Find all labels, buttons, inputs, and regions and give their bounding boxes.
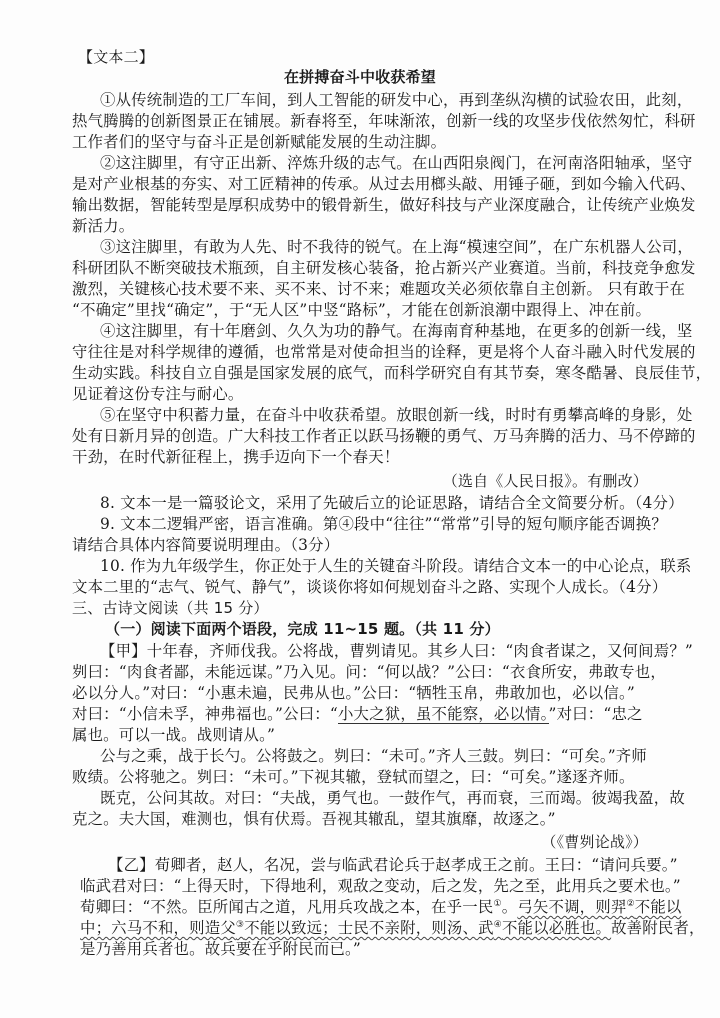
- question-9: 9. 文本二逻辑严密，语言准确。第④段中“往往”“常常”引导的短句顺序能否调换？: [100, 515, 667, 533]
- yi-text: 荀卿曰：“不然。臣所闻古之道，凡用兵攻战之本，在乎一民: [80, 898, 494, 916]
- yi-text: 。: [501, 898, 518, 916]
- footnote-marker: ②: [626, 898, 635, 909]
- paragraph-line: 干劲，在时代新征程上，携手迈向下一个春天！: [72, 448, 400, 466]
- yi-line: 是乃善用兵者也。故兵要在乎附民而已。”: [80, 940, 361, 958]
- jia-source: （《曹刿论战》）: [541, 833, 648, 851]
- jia-line: 【甲】十年春，齐师伐我。公将战，曹刿请见。其乡人曰：“肉食者谋之，又何间焉？”: [100, 642, 693, 660]
- footnote-marker: ④: [493, 919, 502, 930]
- section-3-subheading: （一）阅读下面两个语段，完成 11~15 题。（共 11 分）: [105, 620, 500, 638]
- question-8: 8. 文本一是一篇驳论文，采用了先破后立的论证思路，请结合全文简要分析。（4分）: [100, 494, 684, 512]
- yi-text: 弓矢不调，则羿: [517, 898, 627, 916]
- paragraph-line: 热气腾腾的创新图景正在铺展。新春将至，年味渐浓，创新一线的攻坚步伐依然匆忙，科研: [72, 112, 696, 130]
- paragraph-line: 激烈，关键核心技术要不来、买不来、讨不来；难题攻关必须依靠自主创新。 只有敢于在: [72, 280, 686, 298]
- text2-title: 在拼搏奋斗中收获希望: [283, 68, 436, 86]
- yi-text: 故善附民者，: [611, 919, 705, 937]
- paragraph-line: ①从传统制造的工厂车间，到人工智能的研发中心，再到垄纵沟横的试验农田，此刻，: [100, 91, 693, 109]
- jia-line: 既克，公问其故。对曰：“夫战，勇气也。一鼓作气，再而衰，三而竭。彼竭我盈，故: [100, 789, 685, 807]
- paragraph-line: 是对产业根基的夯实、对工匠精神的传承。从过去用榔头敲、用锤子砸，到如今输入代码、: [72, 175, 696, 193]
- jia-line: 必以分人。”对曰：“小惠未遍，民弗从也。”公曰：“牺牲玉帛，弗敢加也，必以信。”: [72, 684, 635, 702]
- wavy-underlined-text: [80, 919, 611, 937]
- yi-text: 中；六马不和，则造父: [80, 919, 236, 937]
- yi-text: 不能以致远；士民不亲附，则汤、武: [244, 919, 494, 937]
- jia-line: 刿曰：“肉食者鄙，未能远谋。”乃入见。问：“何以战？”公曰：“衣食所安，弗敢专也，: [72, 663, 666, 681]
- footnote-marker: ①: [493, 898, 502, 909]
- yi-line: [80, 918, 705, 939]
- yi-line: 【乙】荀卿者，赵人，名况，尝与临武君论兵于赵孝成王之前。王曰：“请问兵要。”: [108, 856, 678, 874]
- jia-line: [72, 704, 656, 725]
- jia-line: 公与之乘，战于长勺。公将鼓之。刿曰：“未可。”齐人三鼓。刿曰：“可矣。”齐师: [100, 747, 647, 765]
- jia-text: 对曰：“小信未孚，神弗福也。”公曰：“: [72, 705, 338, 723]
- jia-text: ”对曰：“忠之: [548, 705, 643, 723]
- text2-label: 【文本二】: [78, 48, 155, 66]
- paragraph-line: 见证着这份专注与耐心。: [72, 385, 244, 403]
- paragraph-line: 输出数据，智能转型是厚积成势中的锻骨新生，做好科技与产业深度融合，让传统产业焕发: [72, 196, 696, 214]
- yi-text: 不能以: [634, 898, 682, 916]
- paragraph-line: 守往往是对科学规律的遵循，也常常是对使命担当的诠释，更是将个人奋斗融入时代发展的: [72, 343, 696, 361]
- question-9-cont: 请结合具体内容简要说明理由。（3分）: [72, 536, 340, 554]
- yi-line: 临武君对曰：“上得天时，下得地利，观敌之变动，后之发，先之至，此用兵之要术也。”: [80, 877, 681, 895]
- jia-line: 克之。夫大国，难测也，惧有伏焉。吾视其辙乱，望其旗靡，故逐之。”: [72, 810, 556, 828]
- jia-line: 败绩。公将驰之。刿曰：“未可。”下视其辙，登轼而望之，曰：“可矣。”遂逐齐师。: [72, 768, 635, 786]
- question-10: 10. 作为九年级学生，你正处于人生的关键奋斗阶段。请结合文本一的中心论点，联系: [100, 557, 692, 575]
- section-3-heading: 三、古诗文阅读（共 15 分）: [72, 599, 269, 617]
- footnote-marker: ③: [235, 919, 245, 930]
- paragraph-line: ⑤在坚守中积蓄力量，在奋斗中收获希望。放眼创新一线，时时有勇攀高峰的身影，处: [100, 406, 693, 424]
- paragraph-line: 科研团队不断突破技术瓶颈，自主研发核心装备，抢占新兴产业赛道。当前，科技竞争愈发: [72, 259, 696, 277]
- paragraph-line: 工作者们的坚守与奋斗正是创新赋能发展的生动注脚。: [72, 133, 447, 151]
- paragraph-line: 处有日新月异的创造。广大科技工作者正以跃马扬鞭的勇气、万马奔腾的活力、马不停蹄的: [72, 427, 696, 445]
- wavy-underlined-text: [517, 898, 681, 916]
- jia-line: 属也。可以一战。战则请从。”: [72, 726, 276, 744]
- text2-source: （选自《人民日报》。有删改）: [442, 472, 648, 490]
- question-10-cont: 文本二里的“志气、锐气、静气”，谈谈你将如何规划奋斗之路、实现个人成长。（4分）: [72, 578, 668, 596]
- paragraph-line: ③这注脚里，有敢为人先、时不我待的锐气。在上海“模速空间”，在广东机器人公司，: [100, 238, 693, 256]
- yi-line: [80, 897, 682, 918]
- paragraph-line: 生动实践。科技自立自强是国家发展的底气，而科学研究自有其节奏，寒冬酷暑、良辰佳节，: [72, 364, 712, 382]
- yi-text: 不能以必胜也。: [501, 919, 612, 937]
- paragraph-line: 新活力。: [72, 217, 135, 235]
- paragraph-line: ②这注脚里，有守正出新、淬炼升级的志气。在山西阳泉阀门，在河南洛阳轴承，坚守: [100, 154, 693, 172]
- paragraph-line: “不确定”里找“确定”，于“无人区”中竖“路标”，才能在创新浪潮中跟得上、冲在前。: [72, 301, 652, 319]
- paragraph-line: ④这注脚里，有十年磨剑、久久为功的静气。在海南育种基地，在更多的创新一线，坚: [100, 322, 693, 340]
- underlined-sentence: 小大之狱，虽不能察，必以情。: [337, 705, 549, 723]
